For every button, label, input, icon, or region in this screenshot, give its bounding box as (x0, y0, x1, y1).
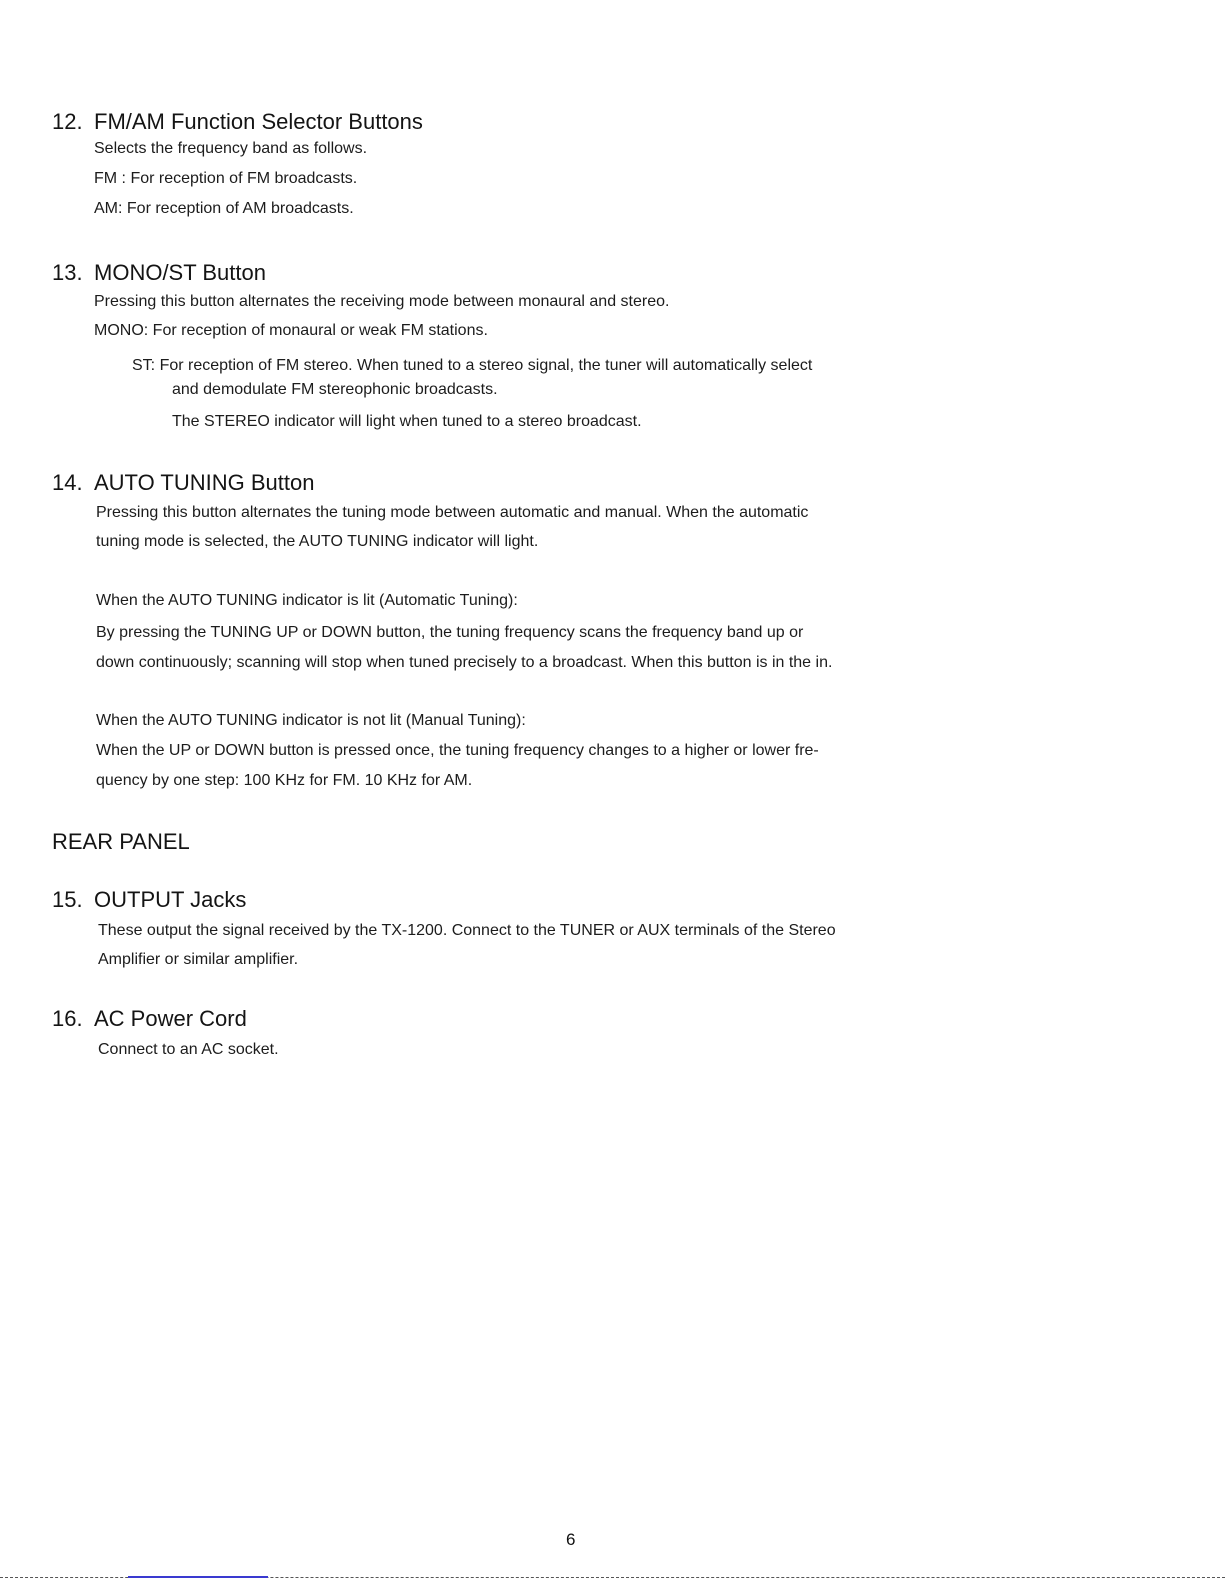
section-14-title: AUTO TUNING Button (94, 470, 315, 495)
section-14-p1-line1: Pressing this button alternates the tuning mode between automatic and manual. When the automatic (96, 504, 809, 521)
section-15-heading (52, 887, 246, 913)
section-15-title: OUTPUT Jacks (94, 887, 247, 912)
section-13-intro: Pressing this button alternates the receiving mode between monaural and stereo. (94, 293, 670, 310)
section-13-heading (52, 260, 266, 286)
section-13-title: MONO/ST Button (94, 260, 266, 285)
section-14-p2-line2: By pressing the TUNING UP or DOWN button, the tuning frequency scans the frequency band up or (96, 624, 804, 641)
section-16-number: 16. (52, 1006, 83, 1031)
section-14-p3-line1: When the AUTO TUNING indicator is not lit (Manual Tuning): (96, 712, 526, 729)
st-row (132, 357, 812, 375)
section-12-intro: Selects the frequency band as follows. (94, 140, 368, 157)
mono-text: For reception of monaural or weak FM stations. (152, 322, 488, 339)
section-15-number: 15. (52, 887, 83, 912)
am-label: AM: (94, 200, 123, 217)
section-14-p3-line2: When the UP or DOWN button is pressed once, the tuning frequency changes to a higher or lower fre- (96, 742, 819, 759)
section-15-line2: Amplifier or similar amplifier. (98, 951, 299, 968)
rear-panel-heading: REAR PANEL (52, 829, 190, 854)
section-12-fm-row (94, 170, 357, 188)
section-12-title: FM/AM Function Selector Buttons (94, 109, 423, 134)
section-13-number: 13. (52, 260, 83, 285)
fm-text: For reception of FM broadcasts. (130, 170, 358, 187)
am-text: For reception of AM broadcasts. (126, 200, 354, 217)
section-14-heading (52, 470, 314, 496)
section-15-line1: These output the signal received by the TX-1200. Connect to the TUNER or AUX terminals of the Stereo (98, 922, 836, 939)
footer-accent-line (128, 1576, 268, 1578)
section-14-p1-line2: tuning mode is selected, the AUTO TUNING indicator will light. (96, 533, 539, 550)
st-continuation: and demodulate FM stereophonic broadcasts. (172, 381, 498, 398)
fm-label: FM : (94, 170, 126, 187)
section-14-p2-line3: down continuously; scanning will stop when tuned precisely to a broadcast. When this button is in the in. (96, 654, 833, 671)
section-12-number: 12. (52, 109, 83, 134)
mono-label: MONO: (94, 322, 149, 339)
section-14-number: 14. (52, 470, 83, 495)
section-12-am-row (94, 200, 354, 218)
st-text: For reception of FM stereo. When tuned to a stereo signal, the tuner will automatically select (159, 357, 813, 374)
stereo-indicator-note: The STEREO indicator will light when tuned to a stereo broadcast. (172, 413, 642, 430)
mono-row (94, 322, 488, 340)
section-14-p2-line1: When the AUTO TUNING indicator is lit (Automatic Tuning): (96, 592, 518, 609)
section-16-line1: Connect to an AC socket. (98, 1041, 279, 1058)
section-16-title: AC Power Cord (94, 1006, 247, 1031)
st-label: ST: (132, 357, 156, 374)
section-16-heading (52, 1006, 247, 1032)
section-12-heading (52, 109, 423, 135)
section-14-p3-line3: quency by one step: 100 KHz for FM. 10 KHz for AM. (96, 772, 473, 789)
page-number: 6 (566, 1530, 576, 1549)
